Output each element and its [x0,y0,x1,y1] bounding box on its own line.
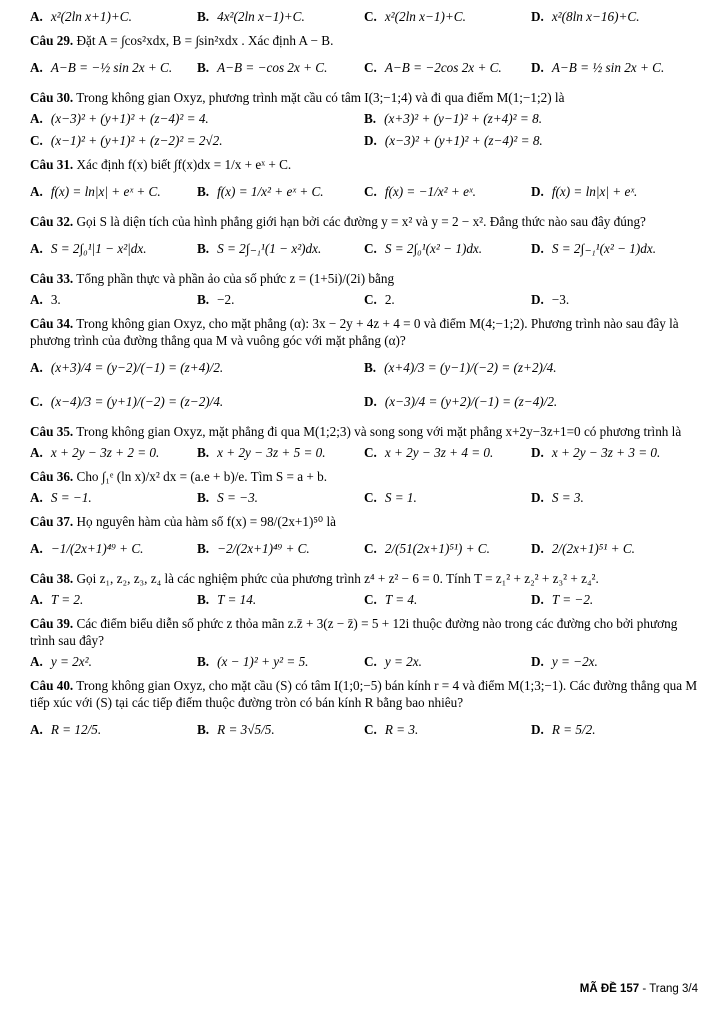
option-d: D. f(x) = ln|x| + eˣ. [531,184,638,199]
option-b: B. 4x²(2ln x−1)+C. [197,9,305,24]
question-39-options [30,651,698,673]
option-b: B. R = 3√5/5. [197,722,275,737]
option-c: C. (x−1)² + (y+1)² + (z−2)² = 2√2. [30,133,223,148]
question-40-options [30,713,698,747]
option-d: D. (x−3)² + (y+1)² + (z−4)² = 8. [364,133,543,148]
option-b: B. S = 2∫₋₁¹(1 − x²)dx. [197,241,322,256]
option-a: A. A−B = −½ sin 2x + C. [30,60,173,75]
option-d: D. S = 3. [531,490,584,505]
question-29-options [30,51,698,85]
option-c: C. y = 2x. [364,654,422,669]
option-d: D. −3. [531,292,570,307]
option-d: D. 2/(2x+1)⁵¹ + C. [531,541,635,556]
option-d: D. R = 5/2. [531,722,596,737]
question-34: Câu 34. Trong không gian Oxyz, cho mặt phẳng (α): 3x − 2y + 4z + 4 = 0 và điểm M(4;−1;2). Phương trình nào sau đây là phương trình của đường thẳng qua M và vuông góc với mặt phẳng (α)? [30,316,679,348]
question-33: Câu 33. Tổng phần thực và phần ảo của số phức z = (1+5i)/(2i) bằng [30,271,395,286]
option-a: A. x²(2ln x+1)+C. [30,9,132,24]
option-d: D. x²(8ln x−16)+C. [531,9,640,24]
option-c: C. R = 3. [364,722,419,737]
option-a: A. S = −1. [30,490,92,505]
question-38-options [30,589,698,611]
option-c: C. (x−4)/3 = (y+1)/(−2) = (z−2)/4. [30,394,224,409]
question-39: Câu 39. Các điểm biểu diễn số phức z thỏa mãn z.z̄ + 3(z − z̄) = 5 + 12i thuộc đường nào trong các đường cho bởi phương trình sau đây? [30,616,678,648]
option-d: D. A−B = ½ sin 2x + C. [531,60,665,75]
option-a: A. 3. [30,292,61,307]
option-a: A. (x+3)/4 = (y−2)/(−1) = (z+4)/2. [30,360,224,375]
question-38: Câu 38. Gọi z₁, z₂, z₃, z₄ là các nghiệm phức của phương trình z⁴ + z² − 6 = 0. Tính T = z₁² + z₂² + z₃² + z₄². [30,571,599,586]
option-a: A. x + 2y − 3z + 2 = 0. [30,445,160,460]
option-a: A. R = 12/5. [30,722,102,737]
question-34-options-row1 [30,351,698,385]
option-a: A. −1/(2x+1)⁴⁹ + C. [30,541,144,556]
question-30-options-row1 [30,108,698,130]
question-40: Câu 40. Trong không gian Oxyz, cho mặt cầu (S) có tâm I(1;0;−5) bán kính r = 4 và điểm M(1;3;−1). Các đường thẳng qua M tiếp xúc với (S) tại các tiếp điểm thuộc đường tròn có bán kính R bằng bao nhiêu? [30,678,698,710]
option-c: C. S = 1. [364,490,417,505]
question-32-options [30,232,698,266]
option-d: D. T = −2. [531,592,594,607]
option-a: A. S = 2∫₀¹|1 − x²|dx. [30,241,147,256]
option-c: C. x²(2ln x−1)+C. [364,9,466,24]
option-c: C. 2/(51(2x+1)⁵¹) + C. [364,541,490,556]
question-31: Câu 31. Xác định f(x) biết ∫f(x)dx = 1/x + eˣ + C. [30,157,292,172]
question-32: Câu 32. Gọi S là diện tích của hình phẳng giới hạn bởi các đường y = x² và y = 2 − x². Đẳng thức nào sau đây đúng? [30,214,646,229]
question-36-options [30,487,698,509]
page-footer: MÃ ĐỀ 157 - Trang 3/4 [579,983,698,995]
option-c: C. A−B = −2cos 2x + C. [364,60,502,75]
option-b: B. x + 2y − 3z + 5 = 0. [197,445,326,460]
option-b: B. A−B = −cos 2x + C. [197,60,328,75]
option-b: B. (x+3)² + (y−1)² + (z+4)² = 8. [364,111,542,126]
option-c: C. x + 2y − 3z + 4 = 0. [364,445,494,460]
option-d: D. x + 2y − 3z + 3 = 0. [531,445,661,460]
option-b: B. f(x) = 1/x² + eˣ + C. [197,184,324,199]
option-c: C. f(x) = −1/x² + eˣ. [364,184,476,199]
option-b: B. (x+4)/3 = (y−1)/(−2) = (z+2)/4. [364,360,557,375]
option-b: B. −2. [197,292,235,307]
option-d: D. y = −2x. [531,654,598,669]
option-d: D. S = 2∫₋₁¹(x² − 1)dx. [531,241,657,256]
question-35: Câu 35. Trong không gian Oxyz, mặt phẳng đi qua M(1;2;3) và song song với mặt phẳng x+2y−3z+1=0 có phương trình là [30,424,682,439]
option-b: B. T = 14. [197,592,257,607]
option-a: A. T = 2. [30,592,84,607]
option-a: A. (x−3)² + (y+1)² + (z−4)² = 4. [30,111,209,126]
option-b: B. (x − 1)² + y² = 5. [197,654,309,669]
option-c: C. S = 2∫₀¹(x² − 1)dx. [364,241,483,256]
option-c: C. T = 4. [364,592,418,607]
question-35-options [30,442,698,464]
question-29: Câu 29. Đặt A = ∫cos²xdx, B = ∫sin²xdx . Xác định A − B. [30,33,334,48]
question-36: Câu 36. Cho ∫₁ᵉ (ln x)/x² dx = (a.e + b)/e. Tìm S = a + b. [30,469,328,484]
option-c: C. 2. [364,292,395,307]
top-options [30,6,698,28]
option-a: A. f(x) = ln|x| + eˣ + C. [30,184,161,199]
question-37-options [30,532,698,566]
question-37: Câu 37. Họ nguyên hàm của hàm số f(x) = 98/(2x+1)⁵⁰ là [30,514,337,529]
option-d: D. (x−3)/4 = (y+2)/(−1) = (z−4)/2. [364,394,558,409]
question-31-options [30,175,698,209]
question-33-options [30,289,698,311]
option-a: A. y = 2x². [30,654,92,669]
option-b: B. S = −3. [197,490,258,505]
option-b: B. −2/(2x+1)⁴⁹ + C. [197,541,310,556]
question-30-options-row2 [30,130,698,152]
question-34-options-row2 [30,385,698,419]
question-30: Câu 30. Trong không gian Oxyz, phương trình mặt cầu có tâm I(3;−1;4) và đi qua điểm M(1;−1;2) là [30,90,565,105]
